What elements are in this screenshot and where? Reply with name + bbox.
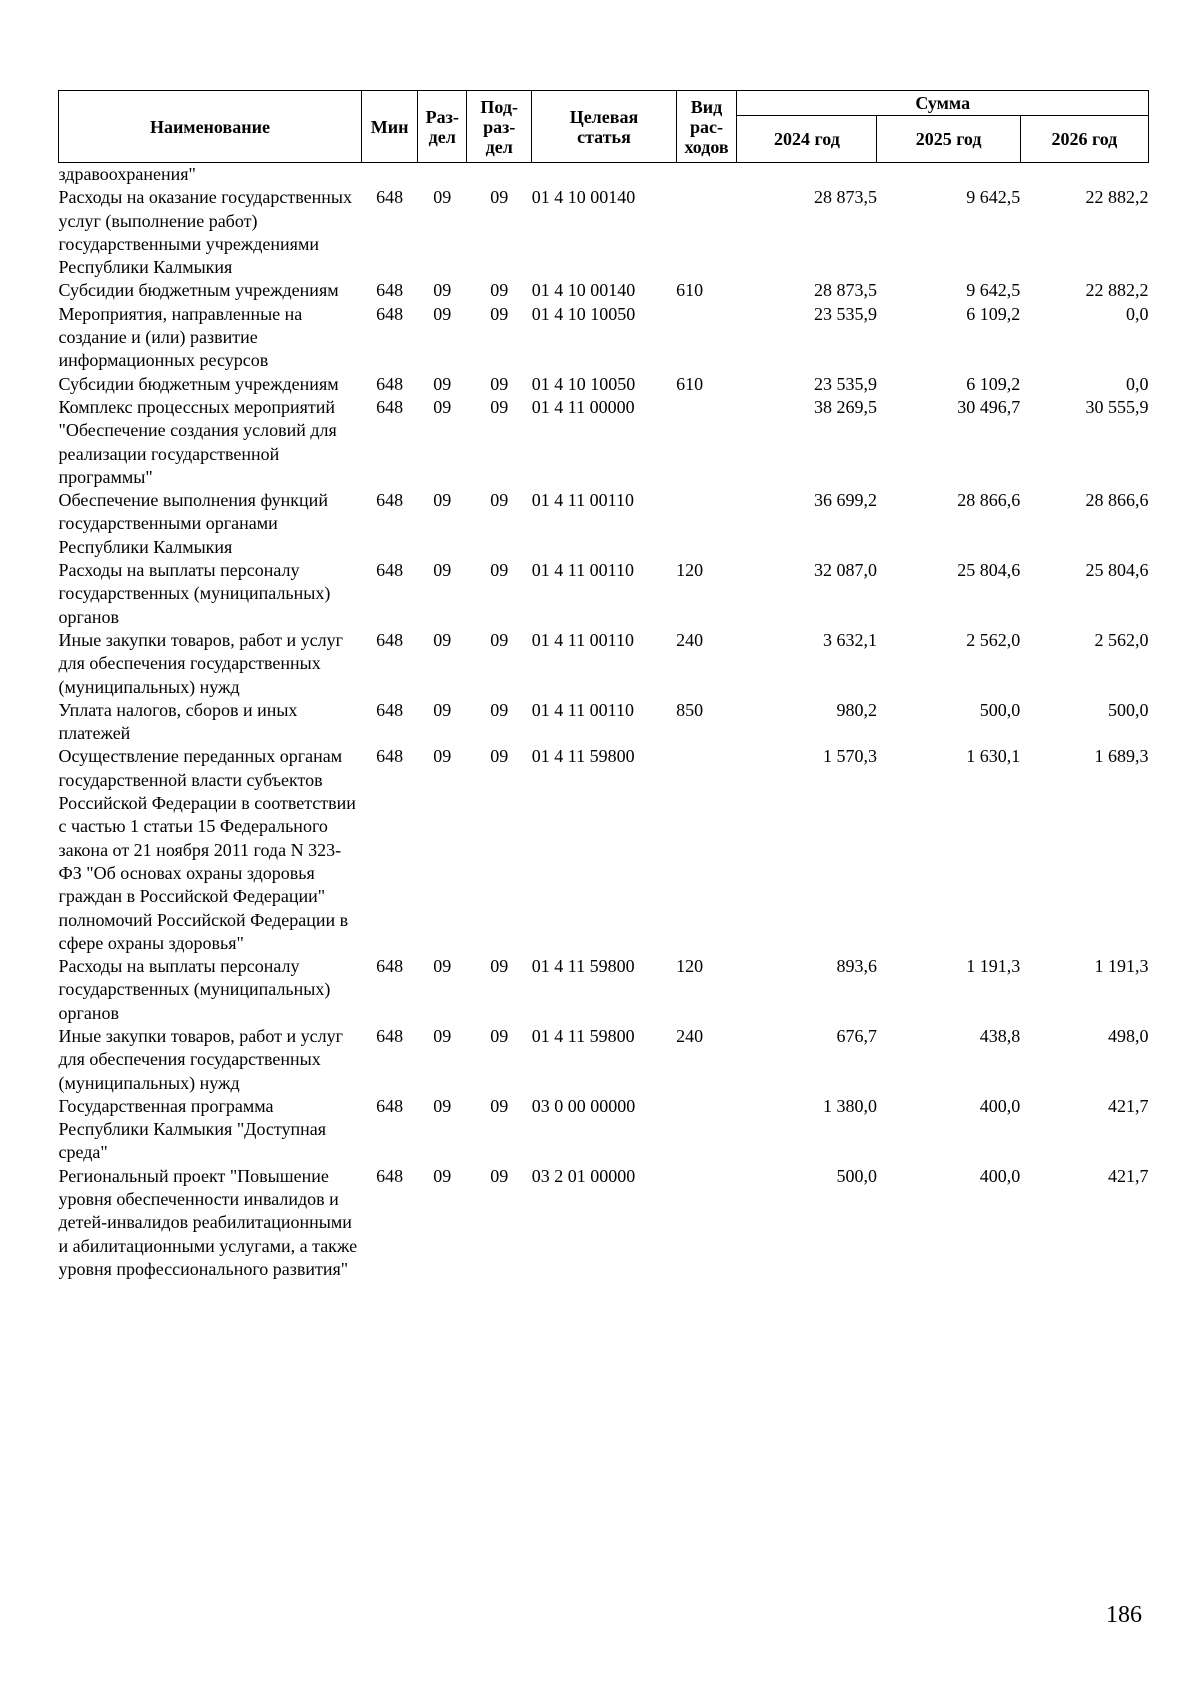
cell-article: 01 4 11 00110 xyxy=(531,490,634,511)
cell-min: 648 xyxy=(376,280,404,301)
cell-razdel: 09 xyxy=(433,303,452,324)
cell-name: Мероприятия, направленные на создание и (или) развитие информационных ресурсов xyxy=(58,303,303,371)
cell-min: 648 xyxy=(376,1025,404,1046)
cell-razdel: 09 xyxy=(433,746,452,767)
cell-razdel: 09 xyxy=(433,1165,452,1186)
cell-podrazdel: 09 xyxy=(490,490,509,511)
cell-razdel: 09 xyxy=(433,1025,452,1046)
cell-2026: 1 689,3 xyxy=(1094,746,1149,767)
header-razdel: Раз- дел xyxy=(418,91,467,163)
cell-2025: 500,0 xyxy=(979,699,1021,720)
cell-name: Комплекс процессных мероприятий "Обеспечение создания условий для реализации государственной программы" xyxy=(58,396,337,487)
cell-razdel: 09 xyxy=(433,187,452,208)
cell-2024: 32 087,0 xyxy=(813,560,877,581)
cell-podrazdel: 09 xyxy=(490,280,509,301)
cell-min: 648 xyxy=(376,1095,404,1116)
cell-vid xyxy=(676,745,737,955)
cell-podrazdel: 09 xyxy=(490,396,509,417)
cell-razdel: 09 xyxy=(433,280,452,301)
cell-podrazdel: 09 xyxy=(490,1165,509,1186)
document-page xyxy=(58,90,1149,1281)
cell-razdel: 09 xyxy=(433,629,452,650)
cell-razdel: 09 xyxy=(433,490,452,511)
cell-vid xyxy=(676,303,737,373)
cell-2026: 28 866,6 xyxy=(1085,490,1149,511)
cell-min: 648 xyxy=(376,187,404,208)
cell-2026: 421,7 xyxy=(1108,1165,1149,1186)
cell-2025: 9 642,5 xyxy=(966,187,1021,208)
table-row xyxy=(59,1025,1149,1095)
cell-2026: 500,0 xyxy=(1108,699,1149,720)
cell-min: 648 xyxy=(376,560,404,581)
table-row xyxy=(59,303,1149,373)
cell-vid: 240 xyxy=(676,1025,704,1046)
cell-2025: 438,8 xyxy=(979,1025,1021,1046)
header-podrazdel: Под- раз- дел xyxy=(467,91,532,163)
header-vid: Вид рас- ходов xyxy=(676,91,737,163)
cell-vid xyxy=(676,186,737,279)
table-row xyxy=(59,559,1149,629)
cell-razdel: 09 xyxy=(433,956,452,977)
cell-name: Уплата налогов, сборов и иных платежей xyxy=(58,699,298,744)
table-row xyxy=(59,279,1149,302)
cell-podrazdel: 09 xyxy=(490,746,509,767)
table-row xyxy=(59,489,1149,559)
cell-article: 03 0 00 00000 xyxy=(531,1095,636,1116)
cell-2025: 6 109,2 xyxy=(966,303,1021,324)
cell-2024: 38 269,5 xyxy=(813,396,877,417)
cell-article: 01 4 10 00140 xyxy=(531,187,636,208)
cell-2025: 6 109,2 xyxy=(966,373,1021,394)
cell-2025: 30 496,7 xyxy=(957,396,1021,417)
cell-2025: 400,0 xyxy=(979,1165,1021,1186)
cell-article: 01 4 11 59800 xyxy=(531,746,635,767)
cell-2026: 0,0 xyxy=(1126,303,1149,324)
cell-name: Региональный проект "Повышение уровня обеспеченности инвалидов и детей-инвалидов реабилитационными и абилитационными услугами, а также уровня профессионального развития" xyxy=(58,1165,358,1279)
cell-vid: 120 xyxy=(676,956,704,977)
header-year-2026: 2026 год xyxy=(1020,116,1148,163)
cell-name: Осуществление переданных органам государственной власти субъектов Российской Федерации в соответствии с частью 1 статьи 15 Федерального закона от 21 ноября 2011 года N 323-ФЗ "Об основах охраны здоровья граждан в Российской Федерации" полномочий Российской Федерации в сфере охраны здоровья" xyxy=(58,746,356,953)
cell-2024: 23 535,9 xyxy=(813,373,877,394)
cell-podrazdel: 09 xyxy=(490,303,509,324)
cell-2026: 2 562,0 xyxy=(1094,629,1149,650)
cell-2025: 9 642,5 xyxy=(966,280,1021,301)
cell-vid xyxy=(676,396,737,489)
cell-min: 648 xyxy=(376,303,404,324)
cell-vid xyxy=(676,163,737,187)
cell-2025: 1 191,3 xyxy=(966,956,1021,977)
cell-2025: 2 562,0 xyxy=(966,629,1021,650)
header-summa: Сумма xyxy=(737,91,1149,116)
cell-vid: 850 xyxy=(676,699,704,720)
cell-min xyxy=(361,163,417,187)
table-row xyxy=(59,186,1149,279)
cell-vid xyxy=(676,1095,737,1165)
cell-name: Иные закупки товаров, работ и услуг для обеспечения государственных (муниципальных) нужд xyxy=(58,1025,343,1093)
table-row xyxy=(59,1095,1149,1165)
cell-2024: 23 535,9 xyxy=(813,303,877,324)
cell-min: 648 xyxy=(376,396,404,417)
cell-podrazdel: 09 xyxy=(490,699,509,720)
cell-article: 01 4 10 00140 xyxy=(531,280,636,301)
cell-podrazdel: 09 xyxy=(490,1025,509,1046)
cell-vid: 610 xyxy=(676,373,704,394)
cell-razdel: 09 xyxy=(433,560,452,581)
table-row xyxy=(59,745,1149,955)
cell-2024: 1 570,3 xyxy=(822,746,877,767)
header-article: Целевая статья xyxy=(532,91,676,163)
cell-article: 01 4 10 10050 xyxy=(531,303,636,324)
cell-vid xyxy=(676,1165,737,1281)
cell-name: Субсидии бюджетным учреждениям xyxy=(58,280,339,301)
cell-name: Субсидии бюджетным учреждениям xyxy=(58,373,339,394)
cell-vid xyxy=(676,489,737,559)
cell-article: 01 4 11 00110 xyxy=(531,629,634,650)
cell-podrazdel: 09 xyxy=(490,187,509,208)
cell-2026: 1 191,3 xyxy=(1094,956,1149,977)
cell-min: 648 xyxy=(376,490,404,511)
cell-article: 01 4 10 10050 xyxy=(531,373,636,394)
cell-vid: 120 xyxy=(676,560,704,581)
cell-article: 01 4 11 00110 xyxy=(531,699,634,720)
cell-vid: 610 xyxy=(676,280,704,301)
cell-min: 648 xyxy=(376,1165,404,1186)
table-header xyxy=(59,91,1149,163)
cell-2024: 28 873,5 xyxy=(813,187,877,208)
cell-2026: 22 882,2 xyxy=(1085,280,1149,301)
cell-podrazdel: 09 xyxy=(490,629,509,650)
cell-2026 xyxy=(1020,163,1148,187)
cell-podrazdel: 09 xyxy=(490,560,509,581)
cell-name: Государственная программа Республики Калмыкия "Доступная среда" xyxy=(58,1095,327,1163)
cell-2024 xyxy=(737,163,877,187)
cell-podrazdel: 09 xyxy=(490,956,509,977)
cell-podrazdel xyxy=(467,163,532,187)
table-row xyxy=(59,699,1149,746)
cell-2026: 498,0 xyxy=(1108,1025,1149,1046)
cell-min: 648 xyxy=(376,373,404,394)
table-row xyxy=(59,163,1149,187)
cell-2025 xyxy=(877,163,1020,187)
table-row xyxy=(59,1165,1149,1281)
header-name: Наименование xyxy=(59,91,362,163)
cell-min: 648 xyxy=(376,956,404,977)
page-number: 186 xyxy=(1106,1602,1142,1628)
cell-2024: 500,0 xyxy=(836,1165,877,1186)
cell-razdel: 09 xyxy=(433,1095,452,1116)
table-row xyxy=(59,373,1149,396)
cell-2024: 893,6 xyxy=(836,956,877,977)
cell-2025: 25 804,6 xyxy=(957,560,1021,581)
cell-2024: 676,7 xyxy=(836,1025,877,1046)
cell-2026: 25 804,6 xyxy=(1085,560,1149,581)
cell-article: 01 4 11 59800 xyxy=(531,956,635,977)
cell-razdel: 09 xyxy=(433,396,452,417)
table-body xyxy=(59,163,1149,1282)
cell-2026: 0,0 xyxy=(1126,373,1149,394)
cell-2026: 30 555,9 xyxy=(1085,396,1149,417)
table-row xyxy=(59,629,1149,699)
cell-2026: 421,7 xyxy=(1108,1095,1149,1116)
cell-min: 648 xyxy=(376,699,404,720)
cell-2026: 22 882,2 xyxy=(1085,187,1149,208)
cell-2024: 1 380,0 xyxy=(822,1095,877,1116)
header-min: Мин xyxy=(361,91,417,163)
cell-razdel xyxy=(418,163,467,187)
cell-2025: 400,0 xyxy=(979,1095,1021,1116)
cell-name: Обеспечение выполнения функций государственными органами Республики Калмыкия xyxy=(58,490,328,557)
cell-name: Расходы на выплаты персоналу государственных (муниципальных) органов xyxy=(58,956,331,1023)
cell-min: 648 xyxy=(376,746,404,767)
cell-podrazdel: 09 xyxy=(490,1095,509,1116)
header-year-2025: 2025 год xyxy=(877,116,1020,163)
cell-article: 01 4 11 59800 xyxy=(531,1025,635,1046)
cell-2024: 36 699,2 xyxy=(813,490,877,511)
cell-article xyxy=(532,163,676,187)
cell-razdel: 09 xyxy=(433,373,452,394)
cell-name: Расходы на оказание государственных услуг (выполнение работ) государственными учреждениями Республики Калмыкия xyxy=(58,187,352,278)
header-year-2024: 2024 год xyxy=(737,116,877,163)
cell-name: Расходы на выплаты персоналу государственных (муниципальных) органов xyxy=(58,560,331,627)
cell-min: 648 xyxy=(376,629,404,650)
cell-article: 03 2 01 00000 xyxy=(531,1165,636,1186)
cell-2024: 980,2 xyxy=(836,699,877,720)
cell-2024: 28 873,5 xyxy=(813,280,877,301)
cell-name: здравоохранения" xyxy=(58,164,196,184)
table-row xyxy=(59,396,1149,489)
cell-2024: 3 632,1 xyxy=(822,629,877,650)
cell-podrazdel: 09 xyxy=(490,373,509,394)
cell-article: 01 4 11 00110 xyxy=(531,560,634,581)
cell-vid: 240 xyxy=(676,629,704,650)
budget-table xyxy=(58,90,1149,1281)
cell-2025: 1 630,1 xyxy=(966,746,1021,767)
cell-2025: 28 866,6 xyxy=(957,490,1021,511)
table-row xyxy=(59,955,1149,1025)
cell-article: 01 4 11 00000 xyxy=(531,396,635,417)
cell-name: Иные закупки товаров, работ и услуг для обеспечения государственных (муниципальных) нужд xyxy=(58,629,343,697)
cell-razdel: 09 xyxy=(433,699,452,720)
